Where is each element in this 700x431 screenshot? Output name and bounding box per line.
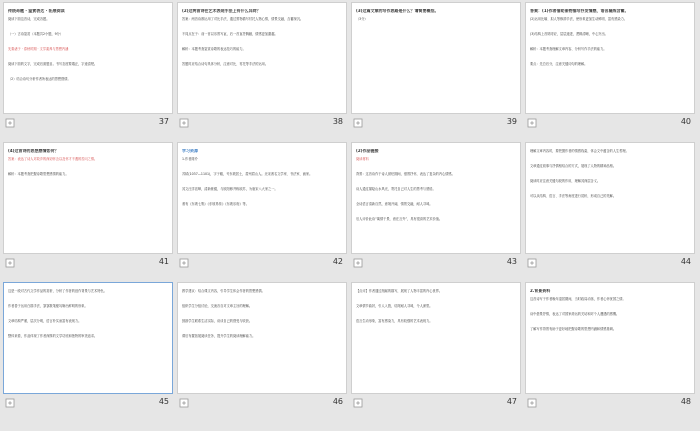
slide-footer bbox=[525, 114, 695, 132]
slide-sorter-grid bbox=[3, 2, 697, 429]
slide-text-line: 全诗语言清新自然，意境开阔，情景交融，耐人寻味。 bbox=[356, 202, 433, 206]
slide-footer bbox=[3, 114, 173, 132]
slide-transition-icon[interactable] bbox=[527, 398, 537, 408]
slide-number: 44 bbox=[680, 257, 691, 266]
slide-text-line: （2）结合诗句分析作者所表达的思想感情。 bbox=[8, 77, 71, 81]
slide-content bbox=[530, 7, 690, 109]
slide-thumbnail-44[interactable] bbox=[525, 142, 695, 282]
slide-footer bbox=[525, 254, 695, 272]
slide-text-line: 【点评】作者通过细腻的描写，展现了人物丰富的内心世界。 bbox=[356, 289, 443, 293]
slide-text-line: 阅读下面这首诗，完成各题。 bbox=[8, 17, 50, 21]
slide-text-line: 这是一段对古代文学作品的赏析，分析了作者的创作背景与艺术特色。 bbox=[8, 289, 107, 293]
slide-thumbnail-40[interactable] bbox=[525, 2, 695, 142]
slide-content bbox=[356, 147, 516, 249]
slide-text-line: 苏轼(1037—1101)，字子瞻，号东坡居士，眉州眉山人。北宋著名文学家、书法家、画家。 bbox=[182, 172, 313, 176]
slide-title: 答案：(1)作者借助景物描写抒发情感，语言凝练含蓄。 bbox=[530, 9, 629, 13]
slide-thumbnail-43[interactable] bbox=[351, 142, 521, 282]
slide-footer bbox=[177, 254, 347, 272]
slide-number: 39 bbox=[506, 117, 517, 126]
slide-text-line: 诗中借景抒情，表达了对国家命运的关切和对个人遭遇的感慨。 bbox=[530, 312, 620, 316]
slide-content bbox=[8, 147, 168, 249]
slide-text-line: 组织学生分组讨论，交流各自对文章主旨的理解。 bbox=[182, 304, 253, 308]
slide-preview[interactable] bbox=[3, 142, 173, 254]
slide-text-line: 文章情节曲折，引人入胜，结尾耐人寻味，令人深思。 bbox=[356, 304, 433, 308]
slide-title: 学习资源 bbox=[182, 149, 198, 153]
slide-footer bbox=[3, 254, 173, 272]
slide-title: 2.背景资料 bbox=[530, 289, 551, 293]
slide-content bbox=[182, 287, 342, 389]
slide-text-line: 作者善于运用白描手法，寥寥数笔便勾勒出鲜明的形象。 bbox=[8, 304, 88, 308]
slide-footer bbox=[525, 394, 695, 412]
slide-text-line: 其文汪洋恣肆，清新豪健，与欧阳修并称欧苏，为唐宋八大家之一。 bbox=[182, 187, 278, 191]
slide-number: 38 bbox=[332, 117, 343, 126]
slide-transition-icon[interactable] bbox=[5, 118, 15, 128]
slide-footer bbox=[351, 394, 521, 412]
slide-thumbnail-45[interactable] bbox=[3, 282, 173, 422]
slide-transition-icon[interactable] bbox=[353, 118, 363, 128]
slide-preview[interactable] bbox=[351, 142, 521, 254]
slide-content bbox=[8, 287, 168, 389]
slide-transition-icon[interactable] bbox=[353, 258, 363, 268]
slide-text-line: 解析：本题考查鉴赏诗歌的表达技巧的能力。 bbox=[182, 47, 246, 51]
slide-text-line: 阅读下面的文字，完成后面题目。书写态度要端正，字迹清楚。 bbox=[8, 62, 98, 66]
slide-text-line: 语言生动形象，富有感染力，具有较强的艺术表现力。 bbox=[356, 319, 433, 323]
slide-transition-icon[interactable] bbox=[5, 398, 15, 408]
slide-transition-icon[interactable] bbox=[179, 118, 189, 128]
slide-text-line: （3分） bbox=[356, 17, 368, 21]
slide-footer bbox=[351, 114, 521, 132]
slide-thumbnail-37[interactable] bbox=[3, 2, 173, 142]
slide-transition-icon[interactable] bbox=[527, 118, 537, 128]
slide-transition-icon[interactable] bbox=[353, 398, 363, 408]
slide-thumbnail-46[interactable] bbox=[177, 282, 347, 422]
slide-text-line: 答题时应结合诗句具体分析，注意对比、衬托等手法的运用。 bbox=[182, 62, 269, 66]
slide-preview[interactable] bbox=[351, 282, 521, 394]
slide-text-line: 先秦诸子 · 春秋时期 · 文学素养与思想内涵 bbox=[8, 47, 69, 51]
slide-text-line: 整体来看，作品体现了作者深厚的文学功底和独特的审美追求。 bbox=[8, 334, 98, 338]
slide-text-line: (2)运用比喻、拟人等修辞手法，使形象更加生动鲜明，富有感染力。 bbox=[530, 17, 627, 21]
slide-preview[interactable] bbox=[3, 2, 173, 114]
slide-content bbox=[356, 287, 516, 389]
slide-text-line: 文章结构严谨，层次分明，语言朴实而富有表现力。 bbox=[8, 319, 82, 323]
slide-number: 41 bbox=[158, 257, 169, 266]
slide-content bbox=[182, 7, 342, 109]
slide-text-line: 课后布置拓展阅读任务，提升学生的阅读理解能力。 bbox=[182, 334, 256, 338]
slide-thumbnail-41[interactable] bbox=[3, 142, 173, 282]
slide-title: (3)这篇文章的写作思路是什么？请简要概括。 bbox=[356, 9, 439, 13]
slide-text-line: 了解写作背景有助于更好地把握诗歌的思想内涵和情感基调。 bbox=[530, 327, 617, 331]
slide-text-line: 1.作者简介 bbox=[182, 157, 198, 161]
slide-thumbnail-48[interactable] bbox=[525, 282, 695, 422]
slide-thumbnail-42[interactable] bbox=[177, 142, 347, 282]
slide-transition-icon[interactable] bbox=[179, 398, 189, 408]
slide-text-line: 这首诗写于作者晚年退居期间，当时政局动荡，作者心怀忧国之情。 bbox=[530, 297, 626, 301]
slide-number: 43 bbox=[506, 257, 517, 266]
slide-text-line: 答案：两首诗都运用了对比手法，通过景物描写衬托人物心情，情景交融，含蓄深沉。 bbox=[182, 17, 304, 21]
slide-content bbox=[8, 7, 168, 109]
slide-preview[interactable] bbox=[525, 142, 695, 254]
slide-footer bbox=[351, 254, 521, 272]
slide-content bbox=[356, 7, 516, 109]
slide-text-line: 解析：本题考查把握诗歌思想感情的能力。 bbox=[8, 172, 69, 176]
slide-preview[interactable] bbox=[177, 142, 347, 254]
slide-text-line: （一）古诗鉴赏（本题共2小题，9分） bbox=[8, 32, 64, 36]
slide-number: 47 bbox=[506, 397, 517, 406]
slide-transition-icon[interactable] bbox=[527, 258, 537, 268]
slide-text-line: 著有《东坡七集》《东坡易传》《东坡乐府》等。 bbox=[182, 202, 249, 206]
slide-title: 传统命题 · 鉴赏表达 · 拓展阅读 bbox=[8, 9, 65, 13]
slide-content bbox=[182, 147, 342, 249]
slide-content bbox=[530, 287, 690, 389]
slide-number: 46 bbox=[332, 397, 343, 406]
slide-number: 48 bbox=[680, 397, 691, 406]
slide-text-line: 解析：本题考查理解文章内容、分析写作手法的能力。 bbox=[530, 47, 607, 51]
slide-transition-icon[interactable] bbox=[179, 258, 189, 268]
slide-preview[interactable] bbox=[525, 2, 695, 114]
slide-text-line: 鼓励学生联系生活实际，谈谈自己的感受与收获。 bbox=[182, 319, 253, 323]
slide-text-line: 后人评价此诗“寓情于景，意在言外”，具有很高的艺术价值。 bbox=[356, 217, 443, 221]
slide-content bbox=[530, 147, 690, 249]
slide-footer bbox=[3, 394, 173, 412]
slide-text-line: 理解文章内容时，要把握作者的情感线索，体会文中蕴含的人生哲理。 bbox=[530, 149, 629, 153]
slide-text-line: 不同点在于：前一首以乐景写哀，后一首直抒胸臆，情感更加激越。 bbox=[182, 32, 278, 36]
slide-text-line: 阅读时应注意关键句段的作用，理解其深层含义。 bbox=[530, 179, 601, 183]
slide-text-line: (3)结构上首尾呼应，层层递进，逻辑清晰，中心突出。 bbox=[530, 32, 608, 36]
slide-title: (2)这两首诗在艺术表现手法上有什么异同？ bbox=[182, 9, 261, 13]
slide-text-line: 可以从结构、语言、手法等角度进行赏析，形成自己的见解。 bbox=[530, 194, 617, 198]
slide-title: (4)这首诗的思想感情如何？ bbox=[8, 149, 59, 153]
slide-thumbnail-47[interactable] bbox=[351, 282, 521, 422]
slide-footer bbox=[177, 394, 347, 412]
slide-text-line: 文章通过叙事与抒情相结合的方式，展现了人物的精神品格。 bbox=[530, 164, 617, 168]
slide-number: 42 bbox=[332, 257, 343, 266]
slide-preview[interactable] bbox=[525, 282, 695, 394]
slide-thumbnail-39[interactable] bbox=[351, 2, 521, 142]
slide-thumbnail-38[interactable] bbox=[177, 2, 347, 142]
slide-preview[interactable] bbox=[177, 2, 347, 114]
slide-text-line: 教学建议：结合课文内容，引导学生体会作者的思想感情。 bbox=[182, 289, 265, 293]
slide-number: 45 bbox=[158, 397, 169, 406]
slide-text-line: 答案：表达了诗人对故乡的深切怀念以及怀才不遇的苦闷之情。 bbox=[8, 157, 98, 161]
slide-title: (2)作品链接 bbox=[356, 149, 379, 153]
slide-preview[interactable] bbox=[177, 282, 347, 394]
slide-number: 37 bbox=[158, 117, 169, 126]
slide-text-line: 要点：先总后分，注意关键词句的理解。 bbox=[530, 62, 588, 66]
slide-text-line: 阅读材料 bbox=[356, 157, 369, 161]
slide-number: 40 bbox=[680, 117, 691, 126]
slide-text-line: 诗人通过描绘山水风光，寄托自己对人生的思考与感悟。 bbox=[356, 187, 436, 191]
slide-transition-icon[interactable] bbox=[5, 258, 15, 268]
slide-footer bbox=[177, 114, 347, 132]
slide-preview[interactable] bbox=[351, 2, 521, 114]
slide-preview[interactable] bbox=[3, 282, 173, 394]
slide-text-line: 背景：这首诗作于诗人被贬期间，借景抒怀，表达了复杂的内心情感。 bbox=[356, 172, 455, 176]
